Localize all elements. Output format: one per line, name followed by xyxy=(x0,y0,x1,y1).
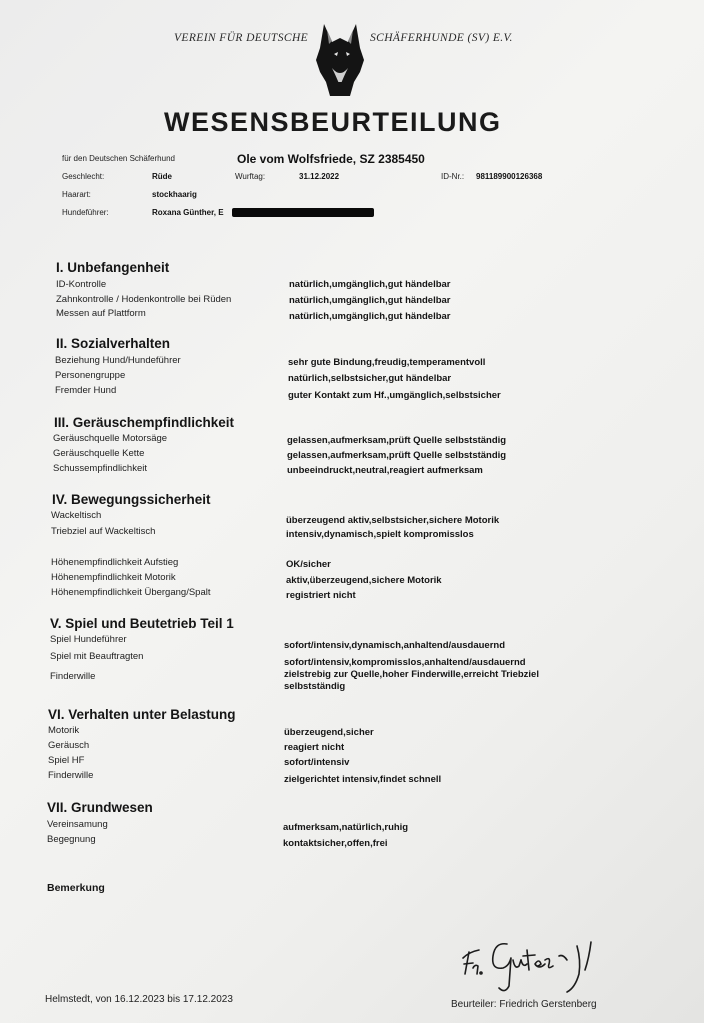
section-title-3: III. Geräuschempfindlichkeit xyxy=(54,415,235,430)
section-title-4: IV. Bewegungssicherheit xyxy=(52,492,211,507)
criterion-label: Motorik xyxy=(48,725,80,736)
criterion-value: sofort/intensiv,kompromisslos,anhaltend/ausdauernd xyxy=(284,657,526,668)
criterion-label: Personengruppe xyxy=(55,370,126,381)
criterion-label: Geräuschquelle Motorsäge xyxy=(53,433,168,444)
section-title-7: VII. Grundwesen xyxy=(47,800,153,815)
criterion-label: Finderwille xyxy=(48,770,94,781)
redaction-bar xyxy=(232,208,374,217)
criterion-label: Fremder Hund xyxy=(55,385,117,396)
criterion-value: sofort/intensiv,dynamisch,anhaltend/ausdauernd xyxy=(284,640,506,651)
sex-label: Geschlecht: xyxy=(62,172,105,181)
intro-label: für den Deutschen Schäferhund xyxy=(62,154,175,163)
criterion-label: Höhenempfindlichkeit Aufstieg xyxy=(51,557,179,568)
criterion-value: zielstrebig zur Quelle,hoher Finderwille,erreicht Triebziel xyxy=(284,669,539,680)
dog-name: Ole vom Wolfsfriede, SZ 2385450 xyxy=(237,152,425,166)
criterion-value: aufmerksam,natürlich,ruhig xyxy=(283,822,409,833)
criterion-value: unbeeindruckt,neutral,reagiert aufmerksam xyxy=(287,465,483,476)
criterion-label: Schussempfindlichkeit xyxy=(53,463,147,474)
criterion-label: Höhenempfindlichkeit Motorik xyxy=(51,572,176,583)
judge-name: Beurteiler: Friedrich Gerstenberg xyxy=(451,999,597,1010)
section-title-2: II. Sozialverhalten xyxy=(56,336,171,351)
section-title-1: I. Unbefangenheit xyxy=(56,260,170,275)
id-value: 981189900126368 xyxy=(476,172,543,181)
criterion-value: gelassen,aufmerksam,prüft Quelle selbstständig xyxy=(287,450,507,461)
criterion-label: Wackeltisch xyxy=(51,510,102,521)
criterion-label: Geräuschquelle Kette xyxy=(53,448,145,459)
remark-label: Bemerkung xyxy=(47,882,105,894)
criterion-value: sofort/intensiv xyxy=(284,757,350,768)
criterion-label: Messen auf Plattform xyxy=(56,308,146,319)
handler-value: Roxana Günther, E xyxy=(152,208,224,217)
criterion-value: natürlich,selbstsicher,gut händelbar xyxy=(288,373,452,384)
criterion-value: kontaktsicher,offen,frei xyxy=(283,838,388,849)
criterion-value: reagiert nicht xyxy=(284,742,345,753)
criterion-label: ID-Kontrolle xyxy=(56,279,107,290)
handler-label: Hundeführer: xyxy=(62,208,109,217)
criterion-value: OK/sicher xyxy=(286,559,331,570)
criterion-value: zielgerichtet intensiv,findet schnell xyxy=(284,774,442,785)
page-title: WESENSBEURTEILUNG xyxy=(164,107,502,137)
criterion-label: Finderwille xyxy=(50,671,96,682)
criterion-value: sehr gute Bindung,freudig,temperamentvoll xyxy=(288,357,486,368)
criterion-value: überzeugend aktiv,selbstsicher,sichere Motorik xyxy=(286,515,500,526)
criterion-value: natürlich,umgänglich,gut händelbar xyxy=(289,311,451,322)
criterion-value: intensiv,dynamisch,spielt kompromisslos xyxy=(286,529,474,540)
section-title-6: VI. Verhalten unter Belastung xyxy=(48,707,236,722)
criterion-value: guter Kontakt zum Hf.,umgänglich,selbstsicher xyxy=(288,390,501,401)
criterion-label: Vereinsamung xyxy=(47,819,108,830)
coat-value: stockhaarig xyxy=(152,190,197,199)
criterion-value: registriert nicht xyxy=(286,590,356,601)
criterion-value: natürlich,umgänglich,gut händelbar xyxy=(289,279,451,290)
birth-label: Wurftag: xyxy=(235,172,266,181)
criterion-value: gelassen,aufmerksam,prüft Quelle selbstständig xyxy=(287,435,507,446)
handwritten-signature-icon xyxy=(455,930,615,1000)
place-date: Helmstedt, von 16.12.2023 bis 17.12.2023 xyxy=(45,994,233,1005)
coat-label: Haarart: xyxy=(62,190,91,199)
org-name-right: SCHÄFERHUNDE (SV) E.V. xyxy=(370,32,513,44)
criterion-label: Triebziel auf Wackeltisch xyxy=(51,526,156,537)
id-label: ID-Nr.: xyxy=(441,172,465,181)
org-name-left: VEREIN FÜR DEUTSCHE xyxy=(174,32,309,44)
birth-value: 31.12.2022 xyxy=(299,172,340,181)
criterion-label: Höhenempfindlichkeit Übergang/Spalt xyxy=(51,587,211,598)
german-shepherd-head-icon xyxy=(310,20,370,100)
criterion-value: natürlich,umgänglich,gut händelbar xyxy=(289,295,451,306)
criterion-label: Begegnung xyxy=(47,834,96,845)
criterion-label: Spiel Hundeführer xyxy=(50,634,127,645)
criterion-value: überzeugend,sicher xyxy=(284,727,374,738)
criterion-label: Spiel mit Beauftragten xyxy=(50,651,144,662)
criterion-label: Zahnkontrolle / Hodenkontrolle bei Rüden xyxy=(56,294,232,305)
criterion-label: Spiel HF xyxy=(48,755,85,766)
sex-value: Rüde xyxy=(152,172,172,181)
criterion-label: Geräusch xyxy=(48,740,90,751)
criterion-value-continued: selbstständig xyxy=(284,681,346,692)
section-title-5: V. Spiel und Beutetrieb Teil 1 xyxy=(50,616,234,631)
criterion-label: Beziehung Hund/Hundeführer xyxy=(55,355,181,366)
criterion-value: aktiv,überzeugend,sichere Motorik xyxy=(286,575,442,586)
